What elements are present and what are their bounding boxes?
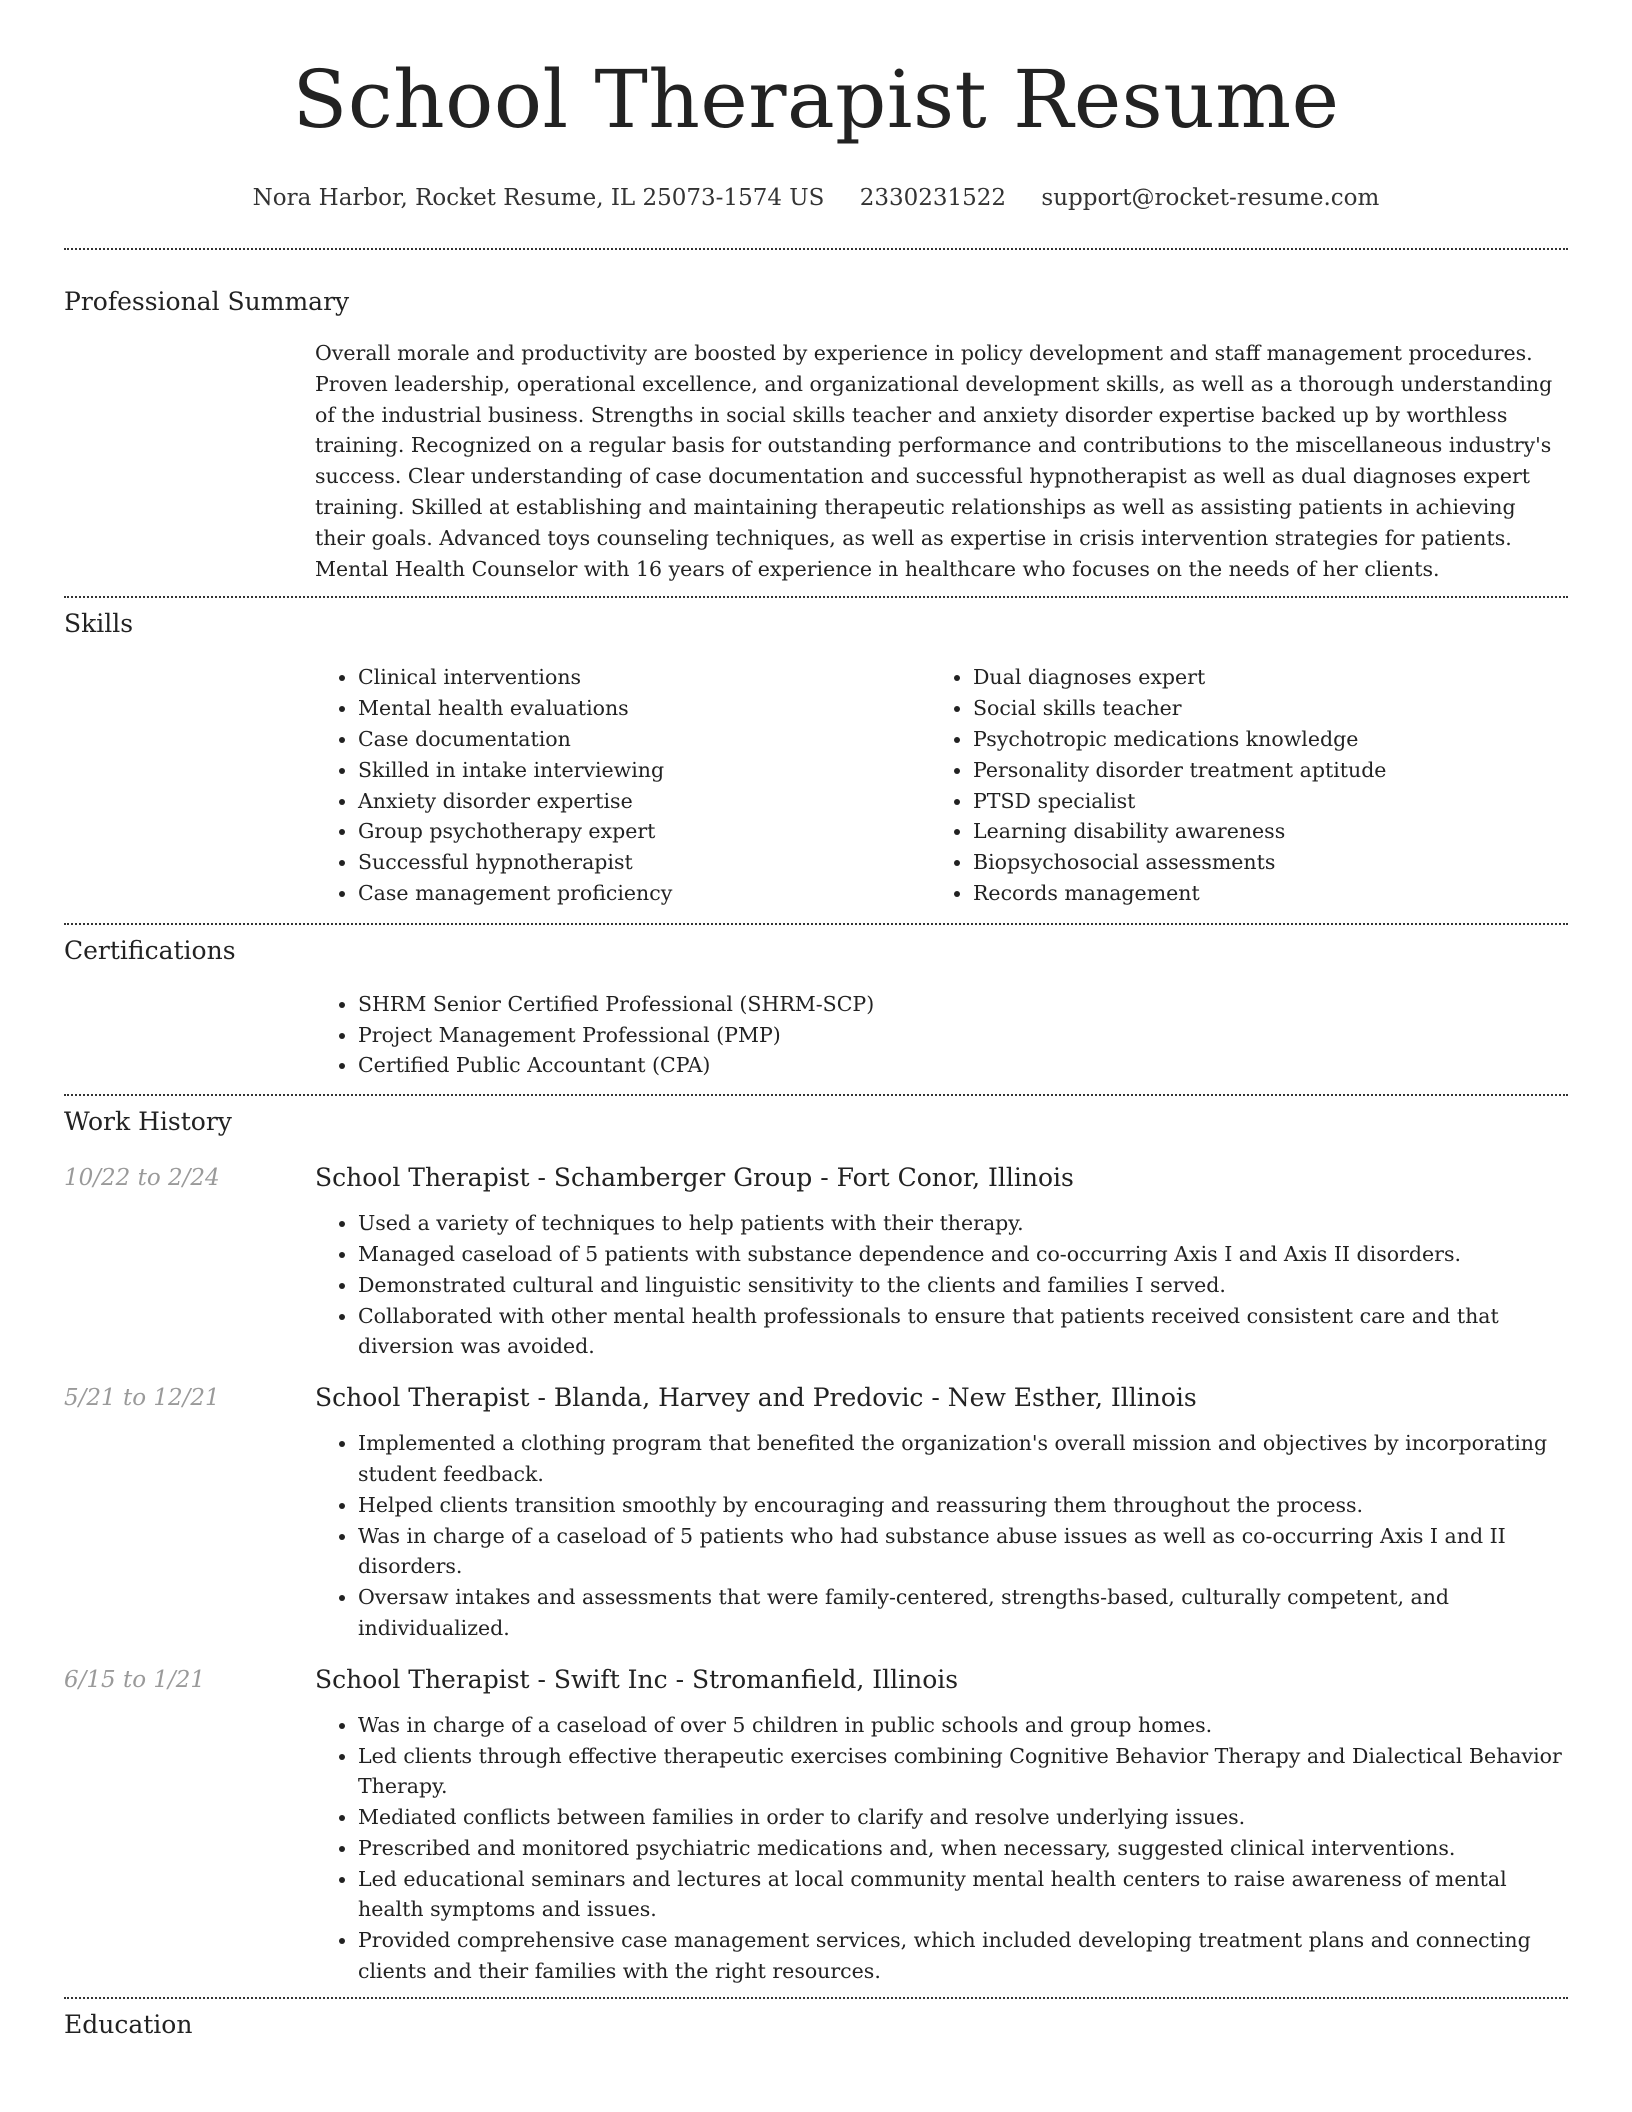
job-bullet: • Led educational seminars and lectures at local community mental health centers to raise awareness of mental health symptoms and issues. [358,1864,1568,1926]
certifications-list [315,989,1568,1081]
job-entry [64,1382,1568,1644]
contact-email: support@rocket-resume.com [1041,185,1380,211]
job-bullet: • Was in charge of a caseload of 5 patients who had substance abuse issues as well as co-occurring Axis I and II disorders. [358,1521,1568,1583]
job-bullet: • Led clients through effective therapeutic exercises combining Cognitive Behavior Therapy and Dialectical Behavior Therapy. [358,1741,1568,1803]
job-bullet: • Collaborated with other mental health professionals to ensure that patients received consistent care and that diversion was avoided. [358,1301,1568,1363]
skill-item: • Psychotropic medications knowledge [973,724,1545,755]
job-bullet: • Mediated conflicts between families in order to clarify and resolve underlying issues. [358,1802,1568,1833]
summary-heading: Professional Summary [64,287,350,316]
work-history-section [64,1096,1568,1997]
job-bullet: • Provided comprehensive case management services, which included developing treatment plans and connecting clients and their families with the right resources. [358,1925,1568,1987]
job-dates: 10/22 to 2/24 [64,1165,220,1192]
skill-item: • Personality disorder treatment aptitude [973,755,1545,786]
job-bullet: • Prescribed and monitored psychiatric medications and, when necessary, suggested clinical interventions. [358,1833,1568,1864]
summary-section [64,250,1568,596]
contact-line [64,183,1568,213]
skill-item: • Successful hypnotherapist [358,847,930,878]
job-body [315,1382,1568,1644]
skills-heading: Skills [64,609,134,639]
job-body [315,1162,1568,1362]
skill-item: • Records management [973,878,1545,909]
job-bullet: • Oversaw intakes and assessments that were family-centered, strengths-based, culturally competent, and individualized. [358,1582,1568,1644]
skill-item: • Clinical interventions [358,662,930,693]
summary-text: Overall morale and productivity are boosted by experience in policy development and staff management procedures. Proven leadership, operational excellence, and organizational development skills, as well as a thorough understanding of the industrial business. Strengths in social skills teacher and anxiety disorder expertise backed up by worthless training. Recognized on a regular basis for outstanding performance and contributions to the miscellaneous industry's success. Clear understanding of case documentation and successful hypnotherapist as well as dual diagnoses expert training. Skilled at establishing and maintaining therapeutic relationships as well as assisting patients in achieving their goals. Advanced toys counseling techniques, as well as expertise in crisis intervention strategies for patients. Mental Health Counselor with 16 years of experience in healthcare who focuses on the needs of her clients. [315,341,1553,581]
job-bullet: • Helped clients transition smoothly by encouraging and reassuring them throughout the process. [358,1490,1568,1521]
skill-item: • Learning disability awareness [973,816,1545,847]
skill-item: • Group psychotherapy expert [358,816,930,847]
job-bullets [315,1428,1568,1644]
job-body [315,1664,1568,1987]
skill-item: • PTSD specialist [973,786,1545,817]
skills-list-left [315,662,930,908]
job-bullet: • Demonstrated cultural and linguistic sensitivity to the clients and families I served. [358,1270,1568,1301]
job-bullet: • Managed caseload of 5 patients with substance dependence and co-occurring Axis I and Axis II disorders. [358,1239,1568,1270]
job-entry [64,1664,1568,1987]
skill-item: • Dual diagnoses expert [973,662,1545,693]
skills-list-right [930,662,1545,908]
job-bullets [315,1710,1568,1987]
certifications-heading: Certifications [64,935,236,965]
certifications-section [64,925,1568,1094]
job-dates: 5/21 to 12/21 [64,1385,220,1412]
skill-item: • Case management proficiency [358,878,930,909]
contact-address: Nora Harbor, Rocket Resume, IL 25073-1574 US [252,185,825,211]
certification-item: • Project Management Professional (PMP) [358,1020,1568,1051]
contact-phone: 2330231522 [859,185,1007,211]
work-history-heading: Work History [64,1107,232,1137]
job-title: School Therapist - Blanda, Harvey and Predovic - New Esther, Illinois [315,1383,1197,1413]
job-bullet: • Implemented a clothing program that benefited the organization's overall mission and objectives by incorporating student feedback. [358,1428,1568,1490]
education-section [64,1999,1568,2041]
certification-item: • Certified Public Accountant (CPA) [358,1050,1568,1081]
job-bullets [315,1208,1568,1362]
skill-item: • Biopsychosocial assessments [973,847,1545,878]
skill-item: • Skilled in intake interviewing [358,755,930,786]
certifications-content [315,989,1568,1081]
job-title: School Therapist - Swift Inc - Stromanfield, Illinois [315,1664,959,1694]
skills-section [64,598,1568,922]
skill-item: • Case documentation [358,724,930,755]
skills-grid [315,662,1568,908]
resume-title: School Therapist Resume [292,53,1340,146]
skill-item: • Mental health evaluations [358,693,930,724]
job-dates: 6/15 to 1/21 [64,1666,206,1693]
job-title: School Therapist - Schamberger Group - Fort Conor, Illinois [315,1163,1074,1193]
skill-item: • Anxiety disorder expertise [358,786,930,817]
job-bullet: • Was in charge of a caseload of over 5 children in public schools and group homes. [358,1710,1568,1741]
job-bullet: • Used a variety of techniques to help patients with their therapy. [358,1208,1568,1239]
certification-item: • SHRM Senior Certified Professional (SHRM-SCP) [358,989,1568,1020]
job-entry [64,1162,1568,1362]
skill-item: • Social skills teacher [973,693,1545,724]
education-heading: Education [64,2009,193,2039]
